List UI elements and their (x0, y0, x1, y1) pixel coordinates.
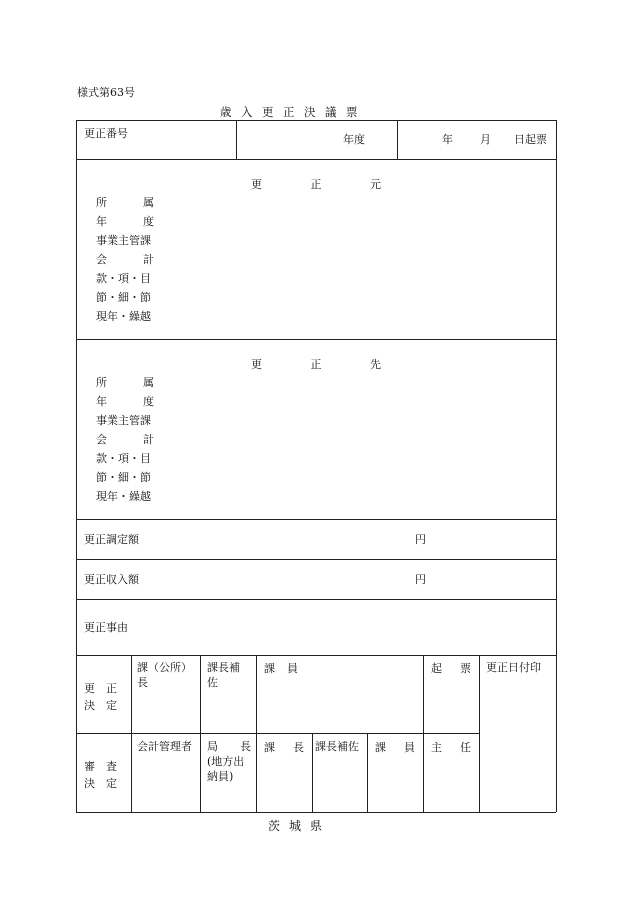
dest-affiliation-label: 所 属 (96, 376, 154, 389)
date-year-label: 年 (442, 133, 453, 146)
adjusted-amount-label: 更正調定額 (84, 533, 139, 546)
source-affiliation-label: 所 属 (96, 196, 154, 209)
dest-dept-label: 事業主管課 (96, 414, 151, 427)
dest-subitem-label: 節・細・節 (96, 471, 151, 484)
prefecture-name: 茨城県 (268, 819, 332, 833)
source-account-label: 会 計 (96, 253, 154, 266)
source-subitem-label: 節・細・節 (96, 291, 151, 304)
destination-field-list (96, 373, 154, 506)
destination-heading: 更 正 先 (251, 358, 381, 371)
staff-2-cell: 課 員 (375, 741, 415, 754)
date-month-label: 月 (480, 133, 491, 146)
source-dept-label: 事業主管課 (96, 234, 151, 247)
audit-decision-label: 審 査 決 定 (84, 760, 117, 790)
document-title: 歳入更正決議票 (220, 105, 367, 119)
accounting-manager-cell: 会計管理者 (137, 740, 192, 753)
adjusted-amount-unit: 円 (415, 533, 426, 546)
form-number: 様式第63号 (77, 86, 135, 99)
dest-account-label: 会 計 (96, 433, 154, 446)
section-chief-2-cell: 課 長 (264, 741, 304, 754)
source-heading: 更 正 元 (251, 178, 381, 191)
supervisor-cell: 主 任 (431, 741, 471, 754)
revenue-amount-unit: 円 (415, 573, 426, 586)
dest-year-label: 年 度 (96, 395, 154, 408)
date-day-issue-label: 日起票 (514, 133, 547, 146)
source-item-label: 款・項・目 (96, 272, 151, 285)
deputy-chief-cell: 課長補 佐 (207, 661, 240, 689)
revenue-amount-label: 更正収入額 (84, 573, 139, 586)
bureau-chief-cell: 局 長 (地方出 納員) (207, 740, 251, 783)
section-chief-cell: 課（公所） 長 (137, 661, 192, 689)
correction-date-stamp-label: 更正日付印 (486, 661, 541, 674)
deputy-chief-2-cell: 課長補佐 (315, 740, 359, 753)
issue-cell: 起 票 (431, 662, 471, 675)
source-field-list (96, 193, 154, 326)
reason-label: 更正事由 (84, 621, 128, 634)
staff-cell: 課 員 (264, 662, 298, 675)
correction-number-label: 更正番号 (84, 127, 128, 140)
correction-decision-label: 更 正 決 定 (84, 682, 117, 712)
fiscal-year-label: 年度 (343, 133, 365, 146)
source-year-label: 年 度 (96, 215, 154, 228)
dest-item-label: 款・項・目 (96, 452, 151, 465)
source-current-carryover-label: 現年・繰越 (96, 310, 151, 323)
dest-current-carryover-label: 現年・繰越 (96, 490, 151, 503)
